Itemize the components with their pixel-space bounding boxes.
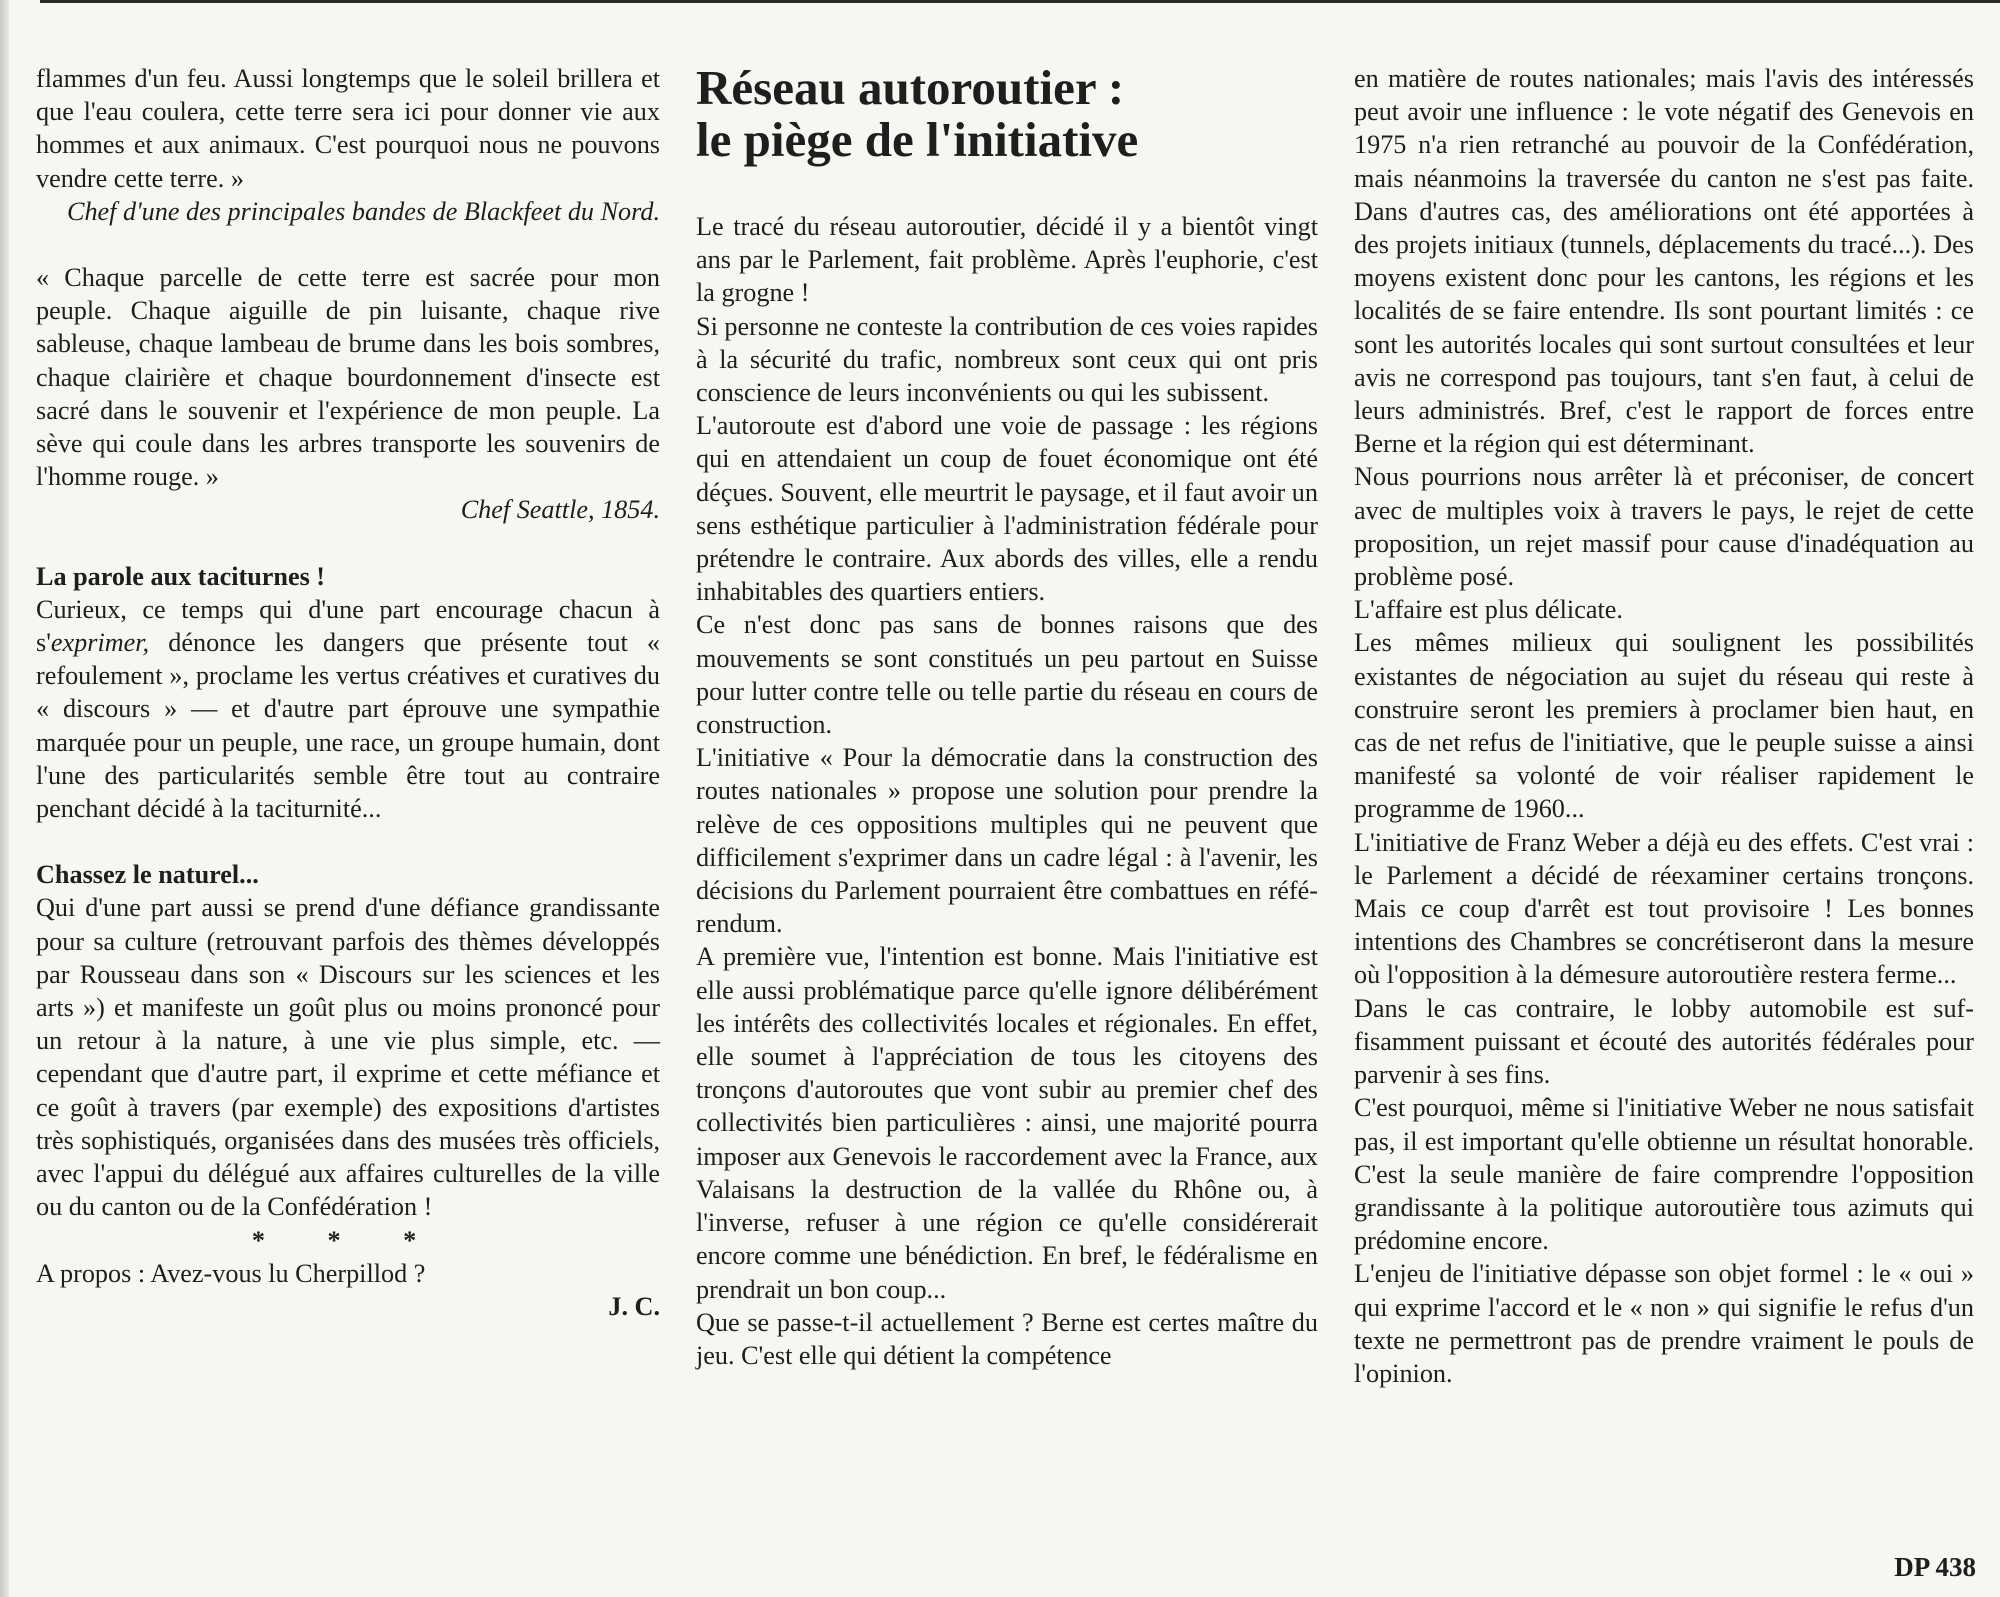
section-heading: La parole aux taciturnes ! <box>36 561 326 591</box>
paragraph: Qui d'une part aussi se prend d'une défiance grandissante pour sa culture (retrouvant parfois des thèmes développés par Rousseau dans son « Discours sur les sciences et les arts ») et manifeste un goût plus ou moins prononcé pour un retour à la nature, à une vie plus simple, etc. — cependant que d'autre part, il exprime et cette méfiance et ce goût à travers (par exemple) des expositions d'artistes très sophistiqués, organisées dans des musées très officiels, avec l'appui du délégué aux affaires culturelles de la ville ou du canton ou de la Confédération ! <box>36 893 660 1222</box>
page-edge-shadow <box>0 0 9 1597</box>
paragraph: en matière de routes nationales; mais l'avis des intéressés peut avoir une influence : le vote négatif des Genevois en 1975 n'a rien retranché au pouvoir de la Confédération, mais néanmoins la traversée du canton ne s'est pas faite. Dans d'autres cas, des améliorations ont été apportées à des projets initiaux (tunnels, déplacements du tracé...). Des moyens existent donc pour les cantons, les régions et les localités de se faire entendre. Ils sont pourtant limités : ce sont les autorités locales qui sont surtout consultées et leur avis ne correspond pas toujours, tant s'en faut, à celui de leurs administrés. Bref, c'est le rapport de forces entre Berne et la région qui est déterminant. <box>1354 64 1974 459</box>
column-middle <box>696 62 1318 1372</box>
paragraph: Le tracé du réseau autoroutier, décidé il y a bientôt vingt ans par le Parlement, fait problème. Après l'euphorie, c'est la grogne ! <box>696 212 1318 308</box>
paragraph: C'est pourquoi, même si l'initiative Weber ne nous satisfait pas, il est important qu'elle obtienne un résultat honorable. C'est la seule manière de faire comprendre l'opposition grandissante à la politique autoroutière tous azimuts qui prédomine encore. <box>1354 1093 1974 1256</box>
paragraph: L'affaire est plus délicate. <box>1354 595 1623 625</box>
paragraph: L'autoroute est d'abord une voie de passage : les régions qui en attendaient un coup de fouet économique ont été déçues. Souvent, elle meurtrit le paysage, et il faut avoir un sens esthétique particulier à l'administration fédérale pour prétendre le contraire. Aux abords des villes, elle a rendu inhabitables des quartiers entiers. <box>696 411 1318 607</box>
spacer <box>36 228 660 261</box>
paragraph: Les mêmes milieux qui soulignent les possibilités existantes de négociation au sujet du réseau qui reste à construire seront les premiers à proclamer bien haut, en cas de net refus de l'initiative, que le peuple suisse a ainsi manifesté sa volonté de voir réaliser rapidement le programme de 1960... <box>1354 628 1974 824</box>
paragraph: Nous pourrions nous arrêter là et préconiser, de concert avec de multiples voix à travers le pays, le rejet de cette proposition, un rejet massif pour cause d'inadéquation au problème posé. <box>1354 462 1974 592</box>
text-run: Curieux, ce temps qui d'une part encourage chacun à s' <box>36 594 660 658</box>
text-run: dénonce les dangers que présente tout « refoulement », proclame les vertus créatives et curatives du « discours » — et d'autre part éprouve une sympathie marquée pour un peuple, une race, un groupe humain, dont l'une des particularités semble être tout au contraire penchant décidé à la taciturnité... <box>36 628 660 824</box>
paragraph: flammes d'un feu. Aussi longtemps que le soleil brillera et que l'eau coulera, cette terre sera ici pour donner vie aux hommes et aux animaux. C'est pourquoi nous ne pouvons vendre cette terre. » <box>36 64 660 193</box>
column-right <box>1354 62 1974 1390</box>
page-number: DP 438 <box>1894 1552 1976 1582</box>
author-signature: J. C. <box>608 1291 660 1321</box>
spacer <box>36 527 660 560</box>
section-divider: * * * <box>251 1225 445 1255</box>
paragraph: L'initiative « Pour la démocratie dans la construction des routes nationales » propose une solution pour prendre la relève de ces oppositions multiples qui ne peuvent que difficilement s'exprimer dans un cadre légal : à l'avenir, les décisions du Parlement pourraient être combattues en référendum. <box>696 743 1318 939</box>
quote-attribution: Chef Seattle, 1854. <box>460 495 660 525</box>
headline-line: Réseau autoroutier : <box>696 60 1125 115</box>
column-left <box>36 62 660 1323</box>
paragraph: Que se passe-t-il actuellement ? Berne est certes maître du jeu. C'est elle qui détient la compétence <box>696 1307 1318 1370</box>
paragraph: Ce n'est donc pas sans de bonnes raisons que des mouvements se sont constitués un peu partout en Suisse pour lutter contre telle ou telle partie du réseau en cours de construction. <box>696 610 1318 740</box>
emphasis: exprimer, <box>50 628 150 658</box>
paragraph: A première vue, l'intention est bonne. Mais l'initiative est elle aussi problématique parce qu'elle ignore délibérément les intérêts des collectivités locales et régionales. En effet, elle soumet à l'appréciation de tous les citoyens des tronçons d'autoroutes que vont subir au premier chef des collectivités bien particulières : ainsi, une majorité pourra imposer aux Genevois le raccordement avec la France, aux Valaisans la destruction de la vallée du Rhône ou, à l'inverse, refuser à une région ce qu'elle considérerait encore comme une bénédiction. En bref, le fédéralisme en prendrait un bon coup... <box>696 942 1318 1304</box>
section-heading: Chassez le naturel... <box>36 860 259 890</box>
top-rule <box>40 0 2000 3</box>
paragraph: L'enjeu de l'initiative dépasse son objet formel : le « oui » qui exprime l'accord et le « non » qui signifie le refus d'un texte ne permettront pas de prendre vraiment le pouls de l'opinion. <box>1354 1259 1974 1388</box>
article-headline <box>696 62 1318 166</box>
paragraph: Dans le cas contraire, le lobby automobile est suffisamment puissant et écouté des autorités fédérales pour parvenir à ses fins. <box>1354 993 1974 1090</box>
paragraph: A propos : Avez-vous lu Cherpillod ? <box>36 1258 426 1288</box>
headline-line: le piège de l'initiative <box>696 112 1139 167</box>
paragraph: Si personne ne conteste la contribution de ces voies rapides à la sécurité du trafic, nombreux sont ceux qui ont pris conscience de leurs inconvénients ou qui les subissent. <box>696 311 1318 408</box>
quote-attribution: Chef d'une des principales bandes de Blackfeet du Nord. <box>66 196 660 226</box>
paragraph: L'initiative de Franz Weber a déjà eu des effets. C'est vrai : le Parlement a décidé de réexaminer certains tronçons. Mais ce coup d'arrêt est tout provisoire ! Les bonnes intentions des Chambres se concrétiseront dans la mesure où l'opposition à la démesure autoroutière restera ferme... <box>1354 827 1974 990</box>
paragraph <box>36 593 660 825</box>
paragraph: « Chaque parcelle de cette terre est sacrée pour mon peuple. Chaque aiguille de pin luisante, chaque rive sableuse, chaque lambeau de brume dans les bois sombres, chaque clairière et chaque bourdonnement d'insecte est sacré dans le souvenir et l'expérience de mon peuple. La sève qui coule dans les arbres transporte les souvenirs de l'homme rouge. » <box>36 263 660 492</box>
spacer <box>36 825 660 858</box>
